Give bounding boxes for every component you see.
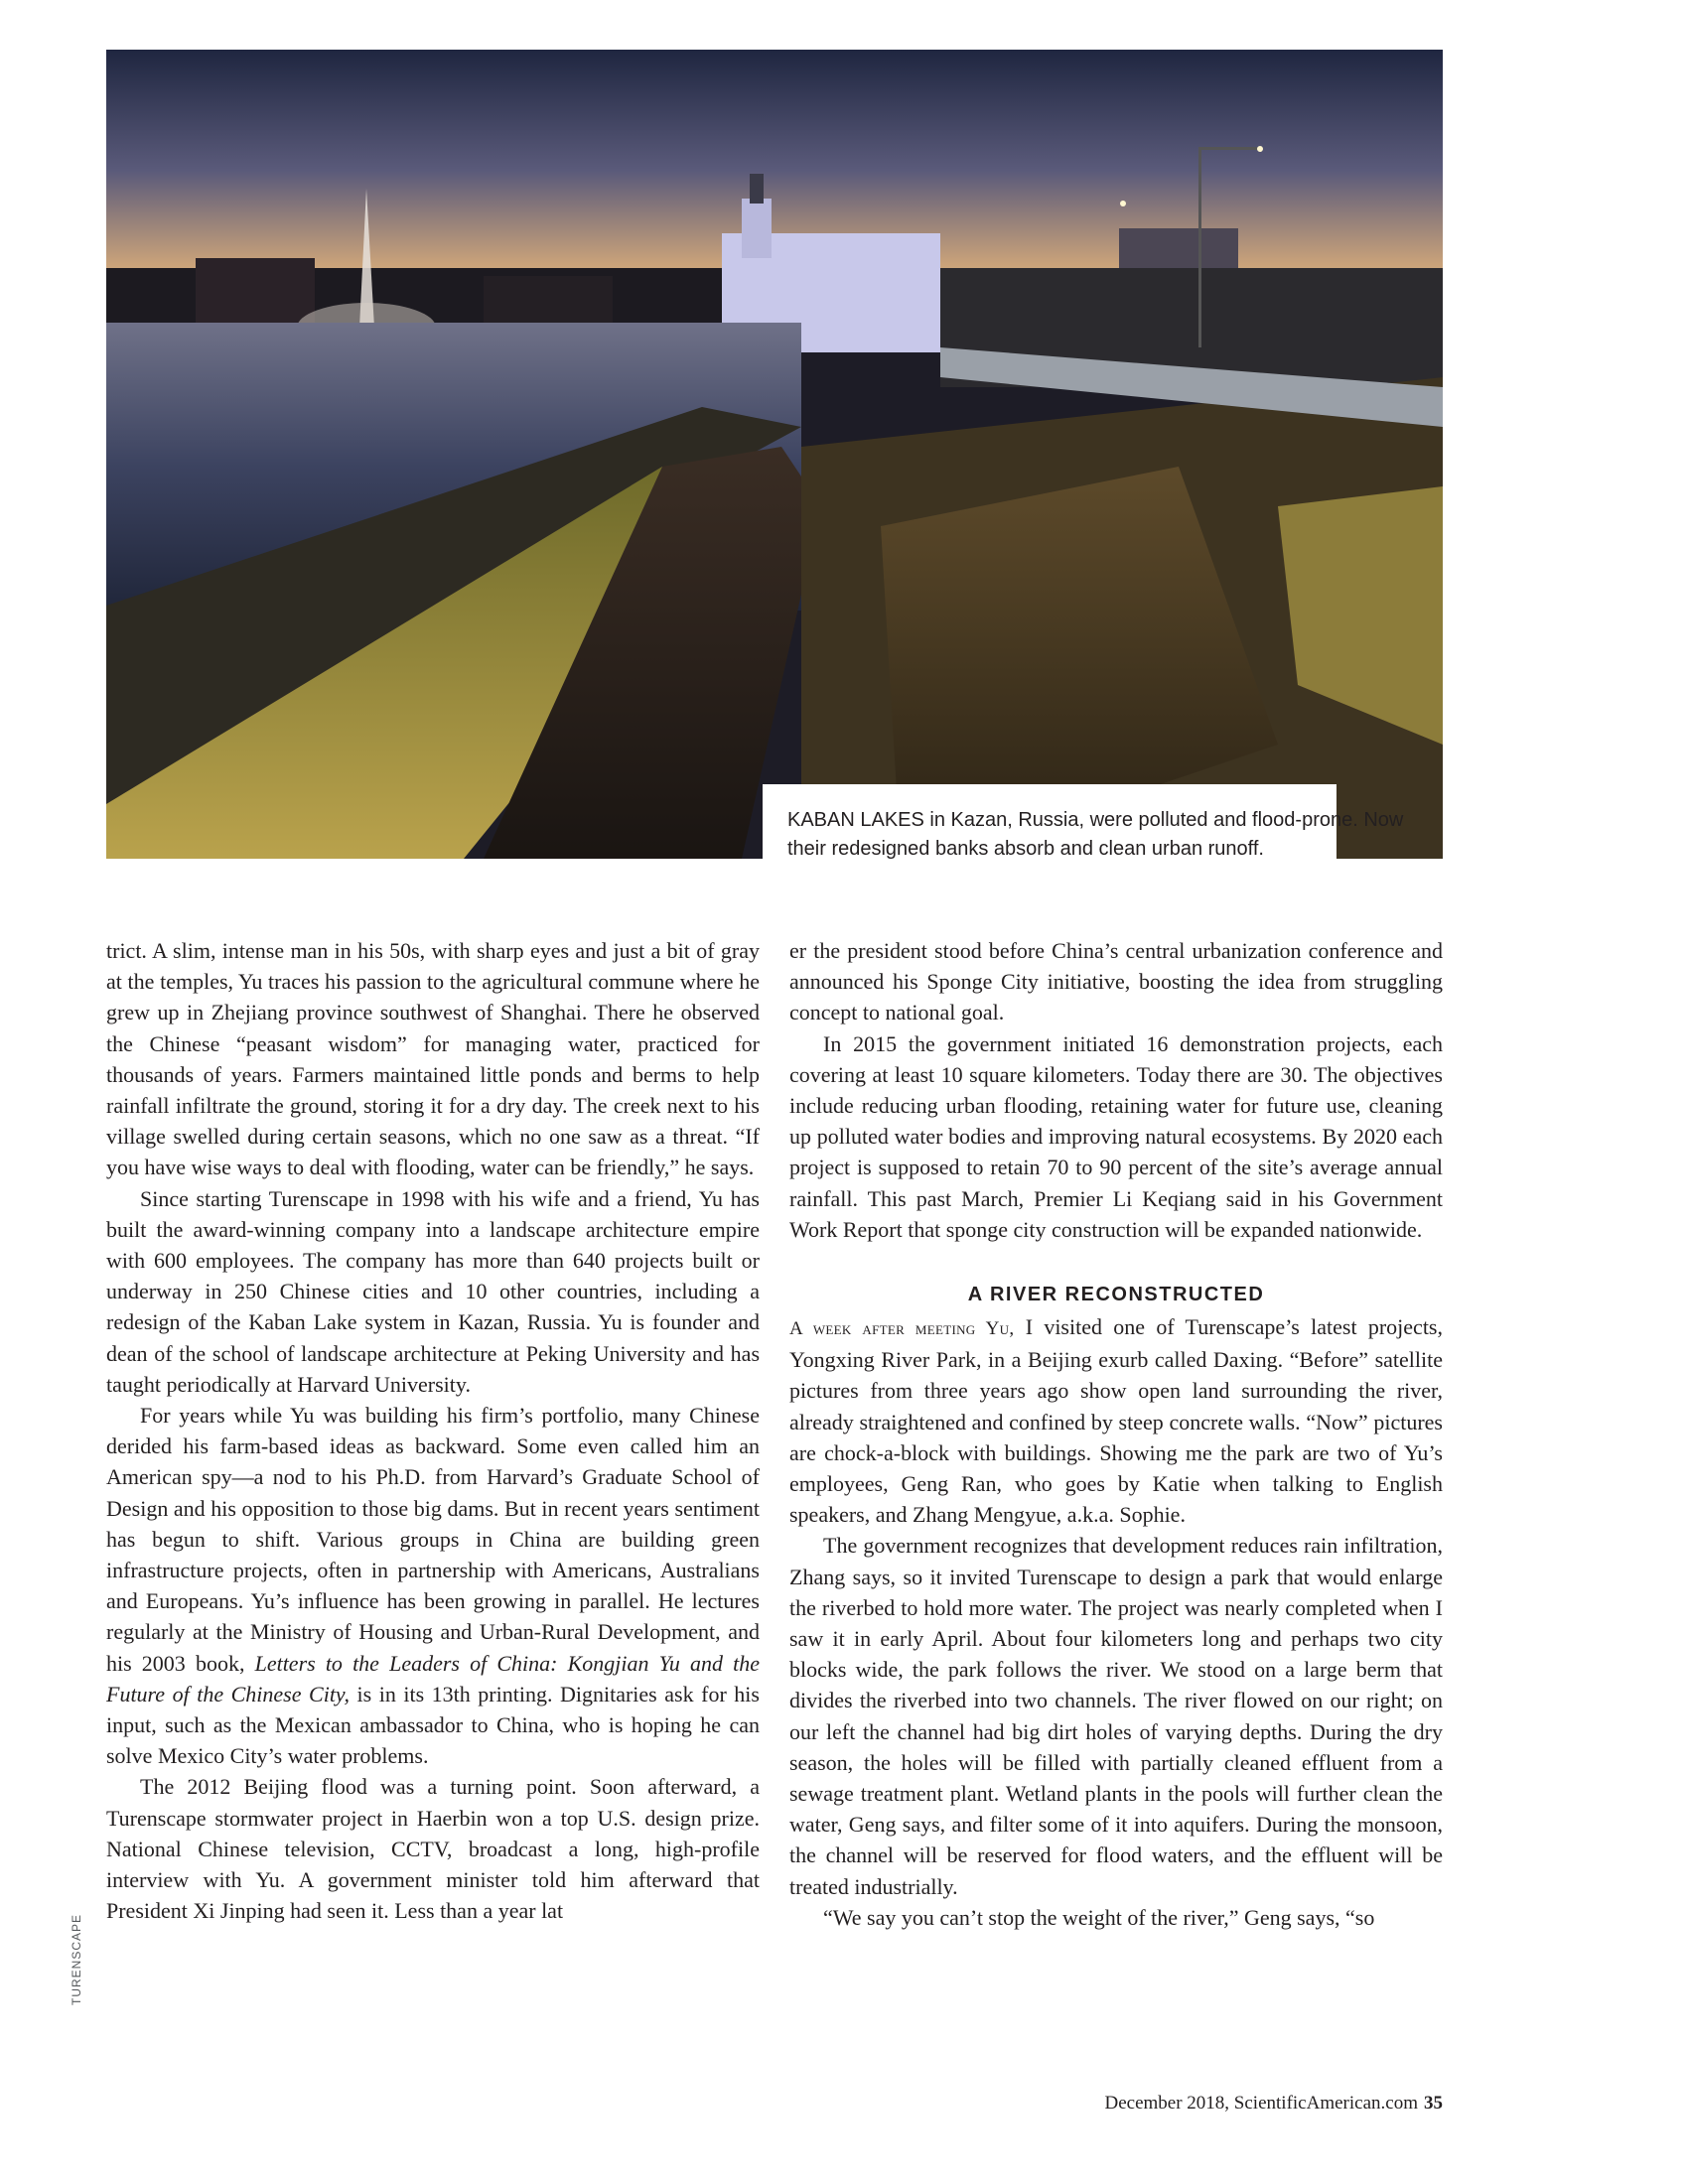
paragraph: er the president stood before China’s central urbanization conference and announced his Sponge City initiative, boosting the idea from struggling concept to national goal. [789, 938, 1443, 1025]
paragraph: Since starting Turenscape in 1998 with his wife and a friend, Yu has built the award-winning company into a landscape architecture empire with 600 employees. The company has more than 640 projects built or underway in 250 Chinese cities and 10 other countries, including a redesign of the Kaban Lake system in Kazan, Russia. Yu is founder and dean of the school of landscape architecture at Peking University and has taught periodically at Harvard University. [106, 1185, 760, 1397]
paragraph-text: For years while Yu was building his firm’s portfolio, many Chinese derided his farm-based ideas as backward. Some even called him an American spy—a nod to his Ph.D. from Harvard’s Graduate School of Design and his opposition to those big dams. But in recent years sentiment has begun to shift. Various groups in China are building green infrastructure projects, often in partnership with Americans, Australians and Europeans. Yu’s influence has been growing in parallel. He lectures regularly at the Ministry of Housing and Urban-Rural Development, and his 2003 book, [106, 1403, 760, 1676]
paragraph [789, 1311, 1443, 1530]
paragraph: “We say you can’t stop the weight of the river,” Geng says, “so [823, 1904, 1375, 1930]
section-heading: A RIVER RECONSTRUCTED [967, 1284, 1265, 1306]
paragraph-text: I visited one of Turenscape’s latest projects, Yongxing River Park, in a Beijing exurb called Daxing. “Before” satellite pictures from three years ago show open land surrounding the river, already straightened and confined by steep concrete walls. “Now” pictures are chock-a-block with buildings. Showing me the park are two of Yu’s employees, Geng Ran, who goes by Katie when talking to English speakers, and Zhang Mengyue, a.k.a. Sophie. [789, 1314, 1443, 1528]
photo-caption [787, 806, 1423, 864]
photo-credit: TURENSCAPE [70, 1913, 83, 2005]
lead-in: A week after meeting Yu, [789, 1318, 1015, 1340]
paragraph: The 2012 Beijing flood was a turning point. Soon afterward, a Turenscape stormwater project in Haerbin won a top U.S. design prize. National Chinese television, CCTV, broadcast a long, high-profile interview with Yu. A government minister told him afterward that President Xi Jinping had seen it. Less than a year lat [106, 1774, 760, 1924]
paragraph: trict. A slim, intense man in his 50s, with sharp eyes and just a bit of gray at the temples, Yu traces his passion to the agricultural commune where he grew up in Zhejiang province southwest of Shanghai. There he observed the Chinese “peasant wisdom” for managing water, practiced for thousands of years. Farmers maintained little ponds and berms to help rainfall infiltrate the ground, storing it for a dry day. The creek next to his village swelled during certain seasons, which no one saw as a threat. “If you have wise ways to deal with flooding, water can be friendly,” he says. [106, 938, 760, 1180]
page-number: 35 [1424, 2093, 1443, 2114]
paragraph: In 2015 the government initiated 16 demonstration projects, each covering at least 10 square kilometers. Today there are 30. The objectives include reducing urban flooding, retaining water for future use, cleaning up polluted water bodies and improving natural ecosystems. By 2020 each project is supposed to retain 70 to 90 percent of the site’s average annual rainfall. This past March, Premier Li Keqiang said in his Government Work Report that sponge city construction will be expanded nationwide. [789, 1030, 1443, 1242]
paragraph-text: is in its 13th printing. Dignitaries ask for his input, such as the Mexican ambassador to China, who is hoping he can solve Mexico City’s water problems. [106, 1681, 760, 1769]
issue-line: December 2018, ScientificAmerican.com [1104, 2093, 1418, 2114]
photo-illustration [106, 50, 1443, 859]
caption-lead: KABAN LAKES [787, 809, 924, 831]
right-column [789, 935, 1443, 1933]
paragraph: The government recognizes that development reduces rain infiltration, Zhang says, so it invited Turenscape to design a park that would enlarge the riverbed to hold more water. The project was nearly completed when I saw it in early April. About four kilometers long and perhaps two city blocks wide, the park follows the river. We stood on a large berm that divides the riverbed into two channels. The river flowed on our right; on our left the channel had big dirt holes of varying depths. During the dry season, the holes will be filled with partially cleaned effluent from a sewage treatment plant. Wetland plants in the pools will further clean the water, Geng says, and filter some of it into aquifers. During the monsoon, the channel will be reserved for flood waters, and the effluent will be treated industrially. [789, 1533, 1443, 1899]
caption-text: in Kazan, Russia, were polluted and flood-prone. Now their redesigned banks absorb and clean urban runoff. [787, 809, 1404, 860]
page-footer [1105, 2093, 1444, 2115]
left-column [106, 935, 760, 1927]
book-title: Letters to the Leaders of China: Kongjian Yu and the Future of the Chinese City, [106, 1650, 760, 1706]
paragraph [106, 1400, 760, 1771]
lakeside-promenade-photo [106, 50, 1443, 859]
